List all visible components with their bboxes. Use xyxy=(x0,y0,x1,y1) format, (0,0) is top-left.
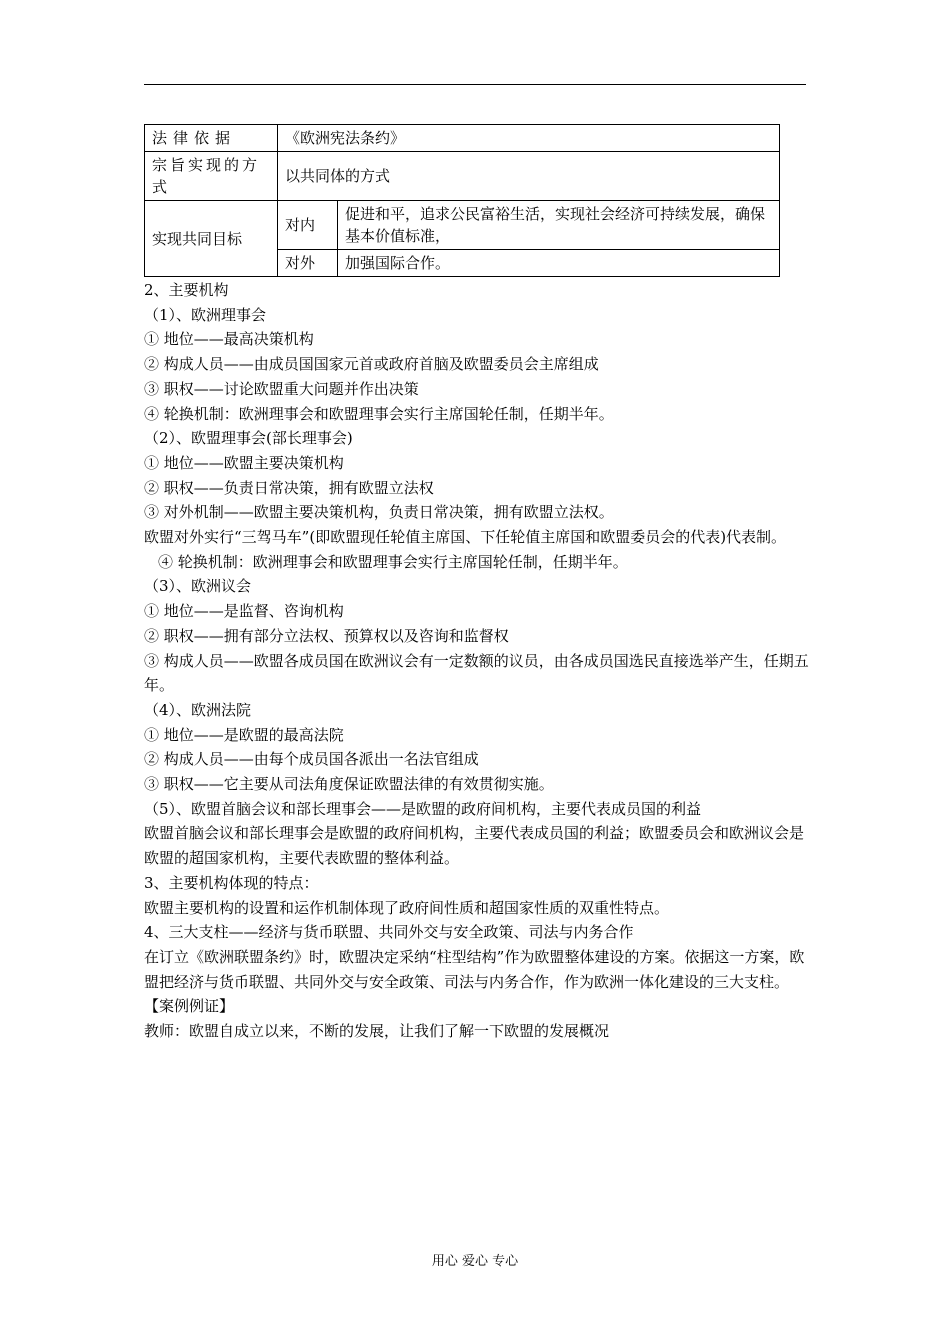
list-item: ④ 轮换机制：欧洲理事会和欧盟理事会实行主席国轮任制，任期半年。 xyxy=(158,552,628,571)
list-item: ③ 职权——讨论欧盟重大问题并作出决策 xyxy=(144,379,419,398)
paragraph: 在订立《欧洲联盟条约》时，欧盟决定采纳“柱型结构”作为欧盟整体建设的方案。依据这一方案，欧盟把经济与货币联盟、共同外交与安全政策、司法与内务合作，作为欧洲一体化建设的三大支柱。 xyxy=(144,947,805,991)
eu-basis-table xyxy=(144,124,780,277)
list-item: ③ 构成人员——欧盟各成员国在欧洲议会有一定数额的议员，由各成员国选民直接选举产生，任期五年。 xyxy=(144,651,809,695)
page-footer: 用心 爱心 专心 xyxy=(431,1254,519,1269)
subsection-heading: （3）、欧洲议会 xyxy=(144,577,252,596)
paragraph: 欧盟首脑会议和部长理事会是欧盟的政府间机构，主要代表成员国的利益；欧盟委员会和欧洲议会是欧盟的超国家机构，主要代表欧盟的整体利益。 xyxy=(144,824,805,868)
table-label: 实现共同目标 xyxy=(145,201,278,277)
subsection-heading: （1）、欧洲理事会 xyxy=(144,305,267,324)
table-value: 《欧洲宪法条约》 xyxy=(278,125,780,152)
list-item: ④ 轮换机制：欧洲理事会和欧盟理事会实行主席国轮任制，任期半年。 xyxy=(144,404,614,423)
paragraph: 教师：欧盟自成立以来，不断的发展，让我们了解一下欧盟的发展概况 xyxy=(144,1022,610,1041)
table-row xyxy=(145,152,780,201)
list-item: ② 构成人员——由成员国国家元首或政府首脑及欧盟委员会主席组成 xyxy=(144,355,599,374)
table-sublabel: 对内 xyxy=(278,201,338,250)
table-value: 加强国际合作。 xyxy=(338,250,780,277)
body-text xyxy=(144,278,810,1044)
list-item: ① 地位——欧盟主要决策机构 xyxy=(144,453,344,472)
table-row xyxy=(145,201,780,250)
list-item: ① 地位——是欧盟的最高法院 xyxy=(144,725,344,744)
table-row xyxy=(145,125,780,152)
list-item: ① 地位——是监督、咨询机构 xyxy=(144,602,344,621)
table-value: 促进和平，追求公民富裕生活，实现社会经济可持续发展，确保基本价值标准， xyxy=(338,201,780,250)
table-value: 以共同体的方式 xyxy=(278,152,780,201)
subsection-heading: （4）、欧洲法院 xyxy=(144,700,252,719)
list-item: ② 职权——负责日常决策，拥有欧盟立法权 xyxy=(144,478,434,497)
table-label: 宗旨实现的方式 xyxy=(145,152,278,201)
table-sublabel: 对外 xyxy=(278,250,338,277)
list-item: ② 职权——拥有部分立法权、预算权以及咨询和监督权 xyxy=(144,626,509,645)
section-heading: 3、主要机构体现的特点： xyxy=(144,873,319,892)
list-item: ② 构成人员——由每个成员国各派出一名法官组成 xyxy=(144,750,479,769)
header-rule xyxy=(144,84,806,85)
table-label: 法律依据 xyxy=(145,125,278,152)
list-item: ③ 对外机制——欧盟主要决策机构，负责日常决策，拥有欧盟立法权。 xyxy=(144,503,614,522)
list-item: ③ 职权——它主要从司法角度保证欧盟法律的有效贯彻实施。 xyxy=(144,775,554,794)
paragraph: 欧盟主要机构的设置和运作机制体现了政府间性质和超国家性质的双重性特点。 xyxy=(144,898,670,917)
paragraph: 欧盟对外实行“三驾马车”(即欧盟现任轮值主席国、下任轮值主席国和欧盟委员会的代表)代表制。 xyxy=(144,528,787,547)
list-item: ① 地位——最高决策机构 xyxy=(144,330,314,349)
subsection-heading: （5）、欧盟首脑会议和部长理事会——是欧盟的政府间机构，主要代表成员国的利益 xyxy=(144,799,702,818)
case-heading: 【案例例证】 xyxy=(144,997,235,1016)
section-heading: 4、三大支柱——经济与货币联盟、共同外交与安全政策、司法与内务合作 xyxy=(144,923,634,942)
section-heading: 2、主要机构 xyxy=(144,281,229,299)
subsection-heading: （2）、欧盟理事会(部长理事会) xyxy=(144,429,353,448)
